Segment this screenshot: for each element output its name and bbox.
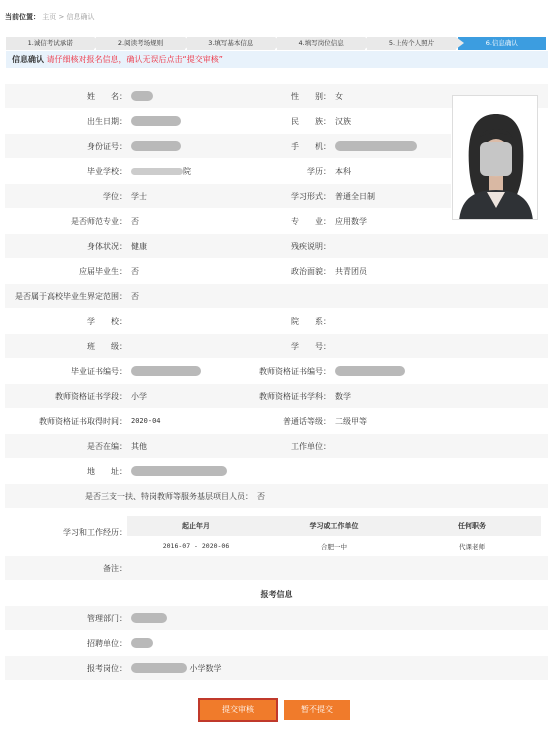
school-label: 毕业学校： [87,166,127,176]
name-label: 姓 名： [87,91,127,101]
info-notice: 请仔细核对报名信息，确认无误后点击“提交审核” [46,55,223,64]
table-row [127,536,541,556]
row-college-scope [5,284,548,309]
exam-dept-value [127,606,257,630]
school-value [127,159,257,183]
health-value: 健康 [131,241,147,251]
cert-label: 毕业证书编号： [71,366,127,376]
row-exam-post [5,656,548,681]
address-label: 地 址： [87,466,127,476]
portrait-image [453,96,538,220]
grassroots-label: 是否三支一扶、特岗教师等服务基层项目人员： [85,491,253,501]
teacher-cert-no-label: 教师资格证书编号： [259,366,331,376]
redacted-id [131,141,181,151]
row-school [5,159,451,184]
row-normal [5,209,451,234]
row-school2 [5,309,548,334]
hold-submit-button[interactable]: 暂不提交 [284,700,350,720]
edu-label: 学历： [307,166,331,176]
class-label: 班 级： [87,341,127,351]
ethnic-label: 民 族： [291,116,331,126]
row-teacher-level [5,384,548,409]
political-label: 政治面貌： [291,266,331,276]
info-bar [6,51,548,68]
exam-post-text: 小学数学 [189,663,222,673]
info-title: 信息确认 [12,55,44,64]
row-class [5,334,548,359]
row-health [5,234,548,259]
address-value [127,459,257,483]
exp-header-position: 任何职务 [458,522,486,530]
step-2: 2.阅读考场规则 [96,37,184,50]
row-address [5,459,548,484]
edu-value: 本科 [335,166,351,176]
submit-review-button[interactable]: 提交审核 [200,700,276,720]
row-fresh [5,259,548,284]
dept-label: 院 系： [291,316,331,326]
experience-label: 学习和工作经历： [63,527,127,537]
exam-dept-label: 管理部门： [87,613,127,623]
redacted-exam-post [131,663,187,673]
redacted-name [131,91,153,101]
experience-table [127,516,541,556]
teacher-cert-time-label: 教师资格证书取得时间： [39,416,127,426]
id-value [127,134,257,158]
major-label: 专 业： [291,216,331,226]
breadcrumb-path: 主页 > 信息确认 [42,13,95,21]
study-label: 学习形式： [291,191,331,201]
school-suffix: 院 [183,166,191,176]
political-value: 共青团员 [335,266,367,276]
college-scope-label: 是否属于高校毕业生界定范围： [15,291,127,301]
step-4: 4.填写岗位信息 [277,37,365,50]
row-exam-dept [5,606,548,631]
remark-label: 备注： [103,563,127,573]
gender-value: 女 [335,91,343,101]
experience-table-header [127,516,541,536]
row-exam-unit [5,631,548,656]
phone-value [331,134,441,158]
redacted-phone [335,141,417,151]
mandarin-label: 普通话等级： [283,416,331,426]
staff-value: 其他 [131,441,147,451]
step-6: 6.信息确认 [458,37,546,50]
college-scope-value: 否 [131,291,139,301]
exam-post-label: 报考岗位： [87,663,127,673]
health-label: 身体状况： [87,241,127,251]
id-label: 身份证号： [87,141,127,151]
teacher-cert-time-value: 2020-04 [131,417,161,425]
exam-post-value [127,656,277,680]
exp-header-period: 起止年月 [182,522,210,530]
major-value: 应用数学 [335,216,367,226]
staff-label: 是否在编： [87,441,127,451]
redacted-exam-unit [131,638,153,648]
step-1: 1.诚信考试承诺 [6,37,94,50]
row-degree [5,184,451,209]
name-value [127,84,257,108]
mandarin-value: 二级甲等 [335,416,367,426]
breadcrumb-label: 当前位置： [5,13,40,21]
exam-unit-label: 招聘单位： [87,638,127,648]
row-grassroots [5,484,548,509]
step-progress [6,37,548,50]
applicant-photo [452,95,538,220]
degree-label: 学位： [103,191,127,201]
teacher-cert-level-label: 教师资格证书学段： [55,391,127,401]
grassroots-value: 否 [257,491,265,501]
exp-header-unit: 学习或工作单位 [309,522,359,530]
exp-cell-period: 2016-07 - 2020-06 [162,542,230,550]
exp-cell-position: 代课老师 [459,542,485,551]
row-staff [5,434,548,459]
redacted-school [131,168,183,175]
redacted-birth [131,116,181,126]
exam-section-title: 报考信息 [260,590,293,599]
teacher-cert-subject-value: 数学 [335,391,351,401]
ethnic-value: 汉族 [335,116,351,126]
teacher-cert-subject-label: 教师资格证书学科： [259,391,331,401]
normal-label: 是否师范专业： [71,216,127,226]
school2-label: 学 校： [87,316,127,326]
step-5: 5.上传个人照片 [367,37,455,50]
degree-value: 学士 [131,191,147,201]
exp-cell-unit: 合肥一中 [321,542,347,551]
disability-label: 残疾说明： [291,241,331,251]
redacted-teacher-cert [335,366,405,376]
exam-unit-value [127,631,257,655]
row-birth [5,109,451,134]
redacted-exam-dept [131,613,167,623]
birth-value [127,109,257,133]
redacted-address [131,466,227,476]
study-value: 普通全日制 [335,191,375,201]
fresh-value: 否 [131,266,139,276]
gender-label: 性 别： [291,91,331,101]
birth-label: 出生日期： [87,116,127,126]
row-cert [5,359,548,384]
phone-label: 手 机： [291,141,331,151]
work-unit-label: 工作单位： [291,441,331,451]
teacher-cert-no-value [331,359,441,383]
row-id [5,134,451,159]
step-3: 3.填写基本信息 [187,37,275,50]
row-teacher-time [5,409,548,434]
row-remark [5,556,548,581]
breadcrumb [5,12,95,22]
teacher-cert-level-value: 小学 [131,391,147,401]
redacted-cert [131,366,201,376]
studentno-label: 学 号： [291,341,331,351]
row-exam-title [5,581,548,606]
normal-value: 否 [131,216,139,226]
fresh-label: 应届毕业生： [79,266,127,276]
